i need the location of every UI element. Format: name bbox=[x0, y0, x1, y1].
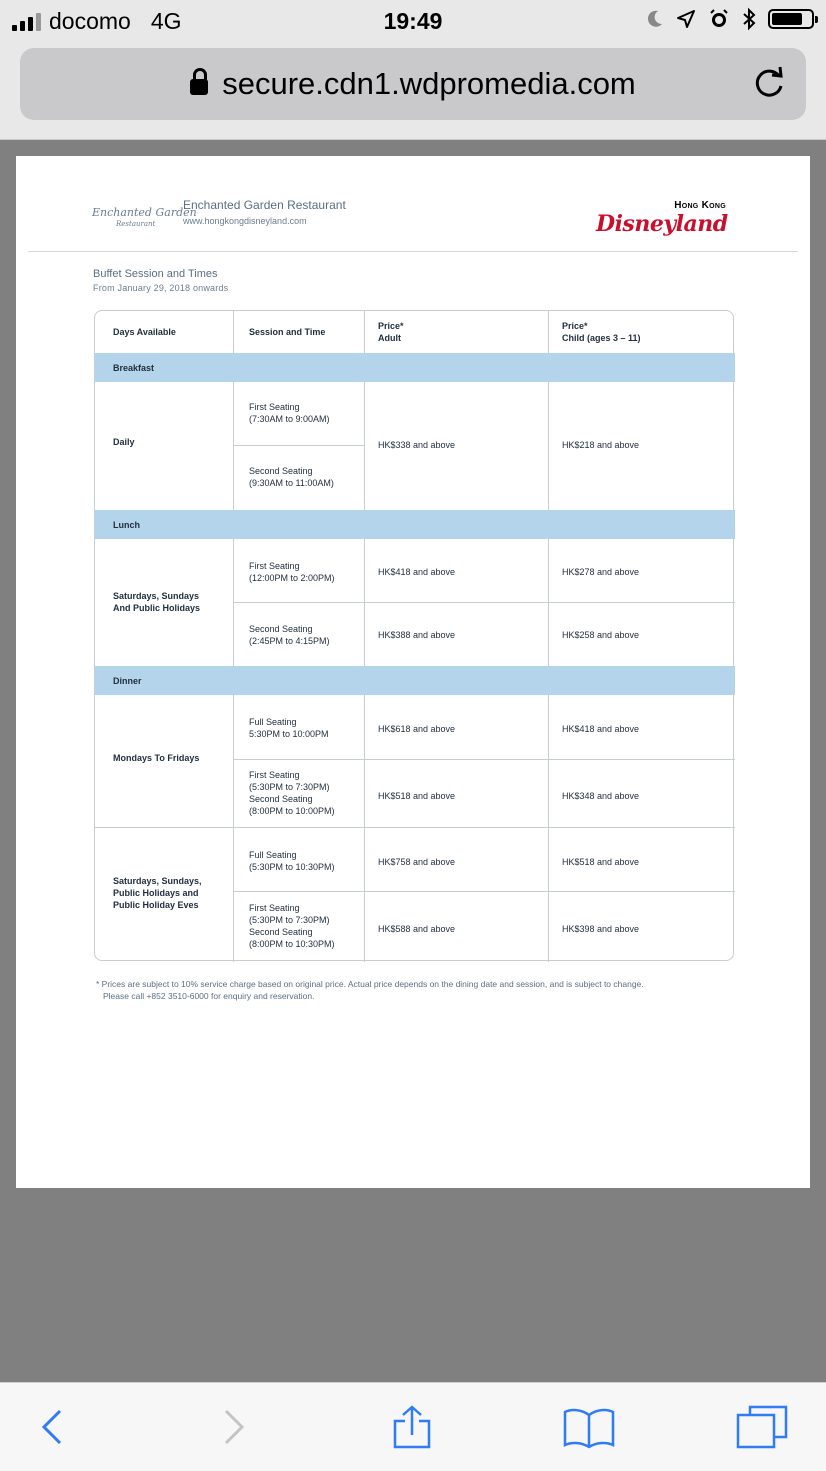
footnote-line2: Please call +852 3510-6000 for enquiry and reservation. bbox=[103, 991, 315, 1001]
dinner-wd-s2-l2: (5:30PM to 7:30PM) bbox=[249, 782, 330, 792]
dinner-we-s2-l2: (5:30PM to 7:30PM) bbox=[249, 915, 330, 925]
header-child-line1: Price* bbox=[562, 321, 588, 331]
col-divider bbox=[233, 311, 234, 962]
header-child-line2: Child (ages 3 – 11) bbox=[562, 333, 641, 343]
dinner-wd-s2-l1: First Seating bbox=[249, 770, 300, 780]
lunch-days-l1: Saturdays, Sundays bbox=[113, 591, 200, 601]
band-lunch bbox=[95, 510, 735, 539]
buffet-table bbox=[94, 310, 734, 961]
dinner-wd-s2-l4: (8:00PM to 10:00PM) bbox=[249, 806, 335, 816]
lunch-s1-l1: First Seating bbox=[249, 561, 300, 571]
battery-icon bbox=[768, 9, 814, 29]
dinner-we-s2-l3: Second Seating bbox=[249, 927, 313, 937]
restaurant-name: Enchanted Garden Restaurant bbox=[183, 198, 346, 212]
dinner-wd-s1-child: HK$418 and above bbox=[562, 724, 640, 734]
carrier-name: docomo bbox=[49, 8, 131, 34]
bookmarks-icon[interactable] bbox=[563, 1405, 615, 1449]
row-divider bbox=[234, 891, 735, 892]
lunch-s1-l2: (12:00PM to 2:00PM) bbox=[249, 573, 335, 583]
section-title: Buffet Session and Times bbox=[93, 268, 218, 280]
tabs-icon[interactable] bbox=[736, 1405, 788, 1449]
dinner-we-days-l2: Public Holidays and bbox=[113, 888, 199, 898]
band-dinner bbox=[95, 666, 735, 695]
forward-icon[interactable] bbox=[212, 1405, 256, 1449]
band-label: Dinner bbox=[113, 676, 142, 686]
band-label: Breakfast bbox=[113, 363, 155, 373]
lunch-s2-adult: HK$388 and above bbox=[378, 630, 456, 640]
breakfast-s2-l2: (9:30AM to 11:00AM) bbox=[249, 478, 334, 488]
dinner-wd-s1-l2: 5:30PM to 10:00PM bbox=[249, 729, 329, 739]
header-adult-line1: Price* bbox=[378, 321, 404, 331]
restaurant-url: www.hongkongdisneyland.com bbox=[183, 216, 307, 226]
reload-icon[interactable] bbox=[750, 64, 788, 102]
alarm-icon bbox=[708, 8, 730, 30]
dinner-we-days-l3: Public Holiday Eves bbox=[113, 900, 199, 910]
pdf-page bbox=[16, 156, 810, 1188]
dinner-we-days-l1: Saturdays, Sundays, bbox=[113, 876, 202, 886]
dinner-we-s2-l1: First Seating bbox=[249, 903, 300, 913]
footnote bbox=[96, 978, 644, 1002]
breakfast-adult-price: HK$338 and above bbox=[378, 440, 456, 450]
dinner-wd-s2-child: HK$348 and above bbox=[562, 791, 640, 801]
status-right bbox=[646, 8, 814, 30]
row-divider bbox=[234, 602, 735, 603]
header-divider bbox=[28, 251, 798, 252]
address-bar[interactable] bbox=[20, 48, 806, 120]
breakfast-s1-l1: First Seating bbox=[249, 402, 300, 412]
lunch-days-l2: And Public Holidays bbox=[113, 603, 201, 613]
breakfast-child-price: HK$218 and above bbox=[562, 440, 640, 450]
dinner-we-s1-l2: (5:30PM to 10:30PM) bbox=[249, 862, 335, 872]
safari-toolbar bbox=[0, 1382, 826, 1471]
section-subtitle: From January 29, 2018 onwards bbox=[93, 283, 229, 293]
enchanted-garden-logo bbox=[92, 198, 197, 232]
dinner-wd-s2-l3: Second Seating bbox=[249, 794, 313, 804]
header-days: Days Available bbox=[113, 327, 176, 337]
lunch-s1-adult: HK$418 and above bbox=[378, 567, 456, 577]
header-adult-line2: Adult bbox=[378, 333, 401, 343]
header-session: Session and Time bbox=[249, 327, 326, 337]
dinner-we-s1-l1: Full Seating bbox=[249, 850, 297, 860]
dinner-wd-s2-adult: HK$518 and above bbox=[378, 791, 456, 801]
share-icon[interactable] bbox=[390, 1405, 434, 1449]
url-display[interactable] bbox=[20, 66, 806, 102]
logo-script-sub: Restaurant bbox=[116, 220, 156, 228]
breakfast-s1-l2: (7:30AM to 9:00AM) bbox=[249, 414, 330, 424]
lunch-s2-l2: (2:45PM to 4:15PM) bbox=[249, 636, 330, 646]
dinner-we-s2-adult: HK$588 and above bbox=[378, 924, 456, 934]
band-label: Lunch bbox=[113, 520, 140, 530]
dinner-weekday-days: Mondays To Fridays bbox=[113, 753, 200, 763]
dinner-we-s2-l4: (8:00PM to 10:30PM) bbox=[249, 939, 335, 949]
back-icon[interactable] bbox=[30, 1405, 74, 1449]
url-text: secure.cdn1.wdpromedia.com bbox=[222, 66, 636, 101]
col-divider bbox=[548, 311, 549, 962]
row-divider bbox=[234, 445, 364, 446]
bluetooth-icon bbox=[742, 8, 756, 30]
status-time: 19:49 bbox=[383, 8, 443, 34]
lock-icon bbox=[190, 79, 208, 95]
brand-main-text: Disneyland bbox=[596, 211, 728, 237]
dinner-wd-s1-adult: HK$618 and above bbox=[378, 724, 456, 734]
lunch-s2-l1: Second Seating bbox=[249, 624, 313, 634]
moon-icon bbox=[646, 9, 664, 29]
footnote-line1: * Prices are subject to 10% service charge based on original price. Actual price depends on the dining date and session, and is subject to change. bbox=[96, 979, 644, 989]
hong-kong-disneyland-logo bbox=[596, 196, 730, 242]
brand-top-text: Hong Kong bbox=[674, 200, 726, 211]
dinner-we-s1-child: HK$518 and above bbox=[562, 857, 640, 867]
breakfast-s2-l1: Second Seating bbox=[249, 466, 313, 476]
dinner-we-s2-child: HK$398 and above bbox=[562, 924, 640, 934]
row-divider bbox=[95, 827, 735, 828]
location-icon bbox=[676, 9, 696, 29]
dinner-wd-s1-l1: Full Seating bbox=[249, 717, 297, 727]
lunch-s1-child: HK$278 and above bbox=[562, 567, 640, 577]
breakfast-days: Daily bbox=[113, 437, 135, 447]
dinner-we-s1-adult: HK$758 and above bbox=[378, 857, 456, 867]
band-breakfast bbox=[95, 353, 735, 382]
lunch-s2-child: HK$258 and above bbox=[562, 630, 640, 640]
row-divider bbox=[234, 759, 735, 760]
browser-chrome bbox=[0, 0, 826, 140]
network-type: 4G bbox=[150, 8, 182, 34]
logo-script-text: Enchanted Garden bbox=[92, 206, 197, 219]
col-divider bbox=[364, 311, 365, 962]
